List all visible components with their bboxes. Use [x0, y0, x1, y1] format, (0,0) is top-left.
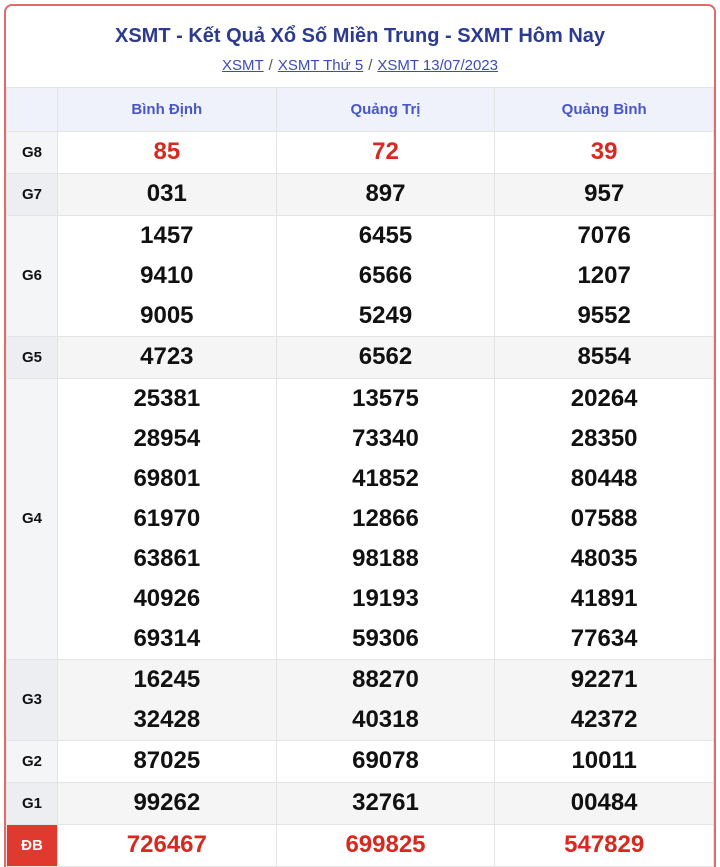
winning-number: 699825	[345, 831, 426, 858]
prize-label: G2	[7, 740, 58, 782]
winning-number: 6562	[358, 343, 413, 370]
winning-number: 88270	[352, 665, 419, 693]
winning-number: 957	[584, 180, 625, 207]
winning-number: 10011	[571, 747, 637, 774]
province-header-row	[7, 88, 714, 131]
prize-table-body	[7, 131, 714, 866]
winning-number: 13575	[352, 384, 419, 412]
header-corner-cell	[7, 88, 58, 131]
winning-number: 40926	[133, 584, 201, 612]
winning-number: 897	[365, 180, 406, 207]
prize-row-db	[7, 824, 714, 866]
prize-row-g6	[7, 215, 714, 336]
winning-number: 1457	[140, 221, 194, 249]
winning-number: 5249	[358, 301, 413, 329]
prize-cell	[58, 782, 277, 824]
province-header-quang-binh[interactable]: Quảng Bình	[495, 88, 714, 131]
prize-row-g8	[7, 131, 714, 173]
prize-cell	[276, 740, 495, 782]
prize-cell	[276, 782, 495, 824]
winning-number: 28350	[570, 424, 638, 452]
winning-number: 28954	[133, 424, 201, 452]
winning-number: 32428	[133, 705, 201, 733]
prize-cell	[276, 378, 495, 659]
winning-number: 9410	[140, 261, 194, 289]
winning-number: 1207	[577, 261, 631, 289]
winning-number: 41852	[352, 464, 419, 492]
winning-number: 16245	[133, 665, 201, 693]
prize-cell	[276, 131, 495, 173]
prize-row-g1	[7, 782, 714, 824]
winning-number: 4723	[140, 343, 194, 370]
prize-cell	[495, 824, 714, 866]
prize-row-g5	[7, 336, 714, 378]
winning-number: 726467	[126, 831, 207, 858]
prize-cell	[58, 659, 277, 740]
prize-label: G3	[7, 659, 58, 740]
winning-number: 8554	[577, 343, 631, 370]
prize-row-g2	[7, 740, 714, 782]
winning-number: 42372	[570, 705, 638, 733]
breadcrumb-separator: /	[368, 57, 373, 74]
winning-number: 031	[146, 180, 187, 207]
winning-number: 7076	[577, 221, 631, 249]
winning-number: 19193	[352, 584, 419, 612]
prize-cell	[276, 824, 495, 866]
winning-number: 69078	[352, 747, 419, 774]
winning-number: 07588	[570, 504, 638, 532]
winning-number: 9005	[140, 301, 194, 329]
winning-number: 69314	[133, 624, 201, 652]
prize-cell	[495, 131, 714, 173]
prize-row-g7	[7, 173, 714, 215]
prize-cell	[276, 173, 495, 215]
prize-cell	[495, 215, 714, 336]
prize-cell	[58, 378, 277, 659]
prize-label: ĐB	[7, 824, 58, 866]
prize-cell	[58, 131, 277, 173]
winning-number: 77634	[570, 624, 638, 652]
winning-number: 85	[153, 138, 181, 165]
prize-cell	[276, 659, 495, 740]
winning-number: 41891	[570, 584, 638, 612]
winning-number: 9552	[577, 301, 631, 329]
province-header-quang-tri[interactable]: Quảng Trị	[276, 88, 495, 131]
province-header-binh-dinh[interactable]: Bình Định	[58, 88, 277, 131]
prize-label: G5	[7, 336, 58, 378]
winning-number: 12866	[352, 504, 419, 532]
winning-number: 39	[590, 138, 618, 165]
prize-row-g3	[7, 659, 714, 740]
prize-label: G7	[7, 173, 58, 215]
winning-number: 92271	[570, 665, 638, 693]
prize-cell	[495, 659, 714, 740]
winning-number: 32761	[352, 789, 419, 816]
prize-row-g4	[7, 378, 714, 659]
prize-label: G1	[7, 782, 58, 824]
prize-cell	[495, 782, 714, 824]
prize-cell	[58, 824, 277, 866]
winning-number: 73340	[352, 424, 419, 452]
prize-cell	[58, 336, 277, 378]
prize-label: G8	[7, 131, 58, 173]
winning-number: 40318	[352, 705, 419, 733]
breadcrumb-date-link[interactable]: XSMT 13/07/2023	[377, 57, 498, 74]
prize-cell	[495, 378, 714, 659]
winning-number: 59306	[352, 624, 419, 652]
prize-cell	[276, 336, 495, 378]
winning-number: 61970	[133, 504, 201, 532]
prize-cell	[58, 740, 277, 782]
prize-cell	[58, 173, 277, 215]
page-title: XSMT - Kết Quả Xổ Số Miền Trung - SXMT Hôm Nay	[114, 25, 606, 47]
winning-number: 99262	[133, 789, 201, 816]
winning-number: 25381	[133, 384, 201, 412]
prize-cell	[276, 215, 495, 336]
winning-number: 00484	[570, 789, 638, 816]
winning-number: 98188	[352, 544, 419, 572]
winning-number: 80448	[570, 464, 638, 492]
results-table	[6, 88, 714, 867]
breadcrumb	[6, 56, 714, 76]
breadcrumb-xsmt-link[interactable]: XSMT	[221, 57, 264, 74]
winning-number: 6566	[358, 261, 413, 289]
breadcrumb-separator: /	[268, 57, 273, 74]
winning-number: 20264	[570, 384, 638, 412]
prize-cell	[495, 173, 714, 215]
prize-cell	[58, 215, 277, 336]
prize-cell	[495, 740, 714, 782]
winning-number: 87025	[133, 747, 201, 774]
winning-number: 63861	[133, 544, 201, 572]
breadcrumb-weekday-link[interactable]: XSMT Thứ 5	[277, 57, 364, 74]
winning-number: 6455	[358, 221, 413, 249]
winning-number: 547829	[564, 831, 645, 858]
winning-number: 69801	[133, 464, 201, 492]
results-header	[6, 6, 714, 88]
prize-label: G6	[7, 215, 58, 336]
prize-label: G4	[7, 378, 58, 659]
winning-number: 72	[372, 138, 399, 165]
prize-cell	[495, 336, 714, 378]
results-card	[4, 4, 716, 867]
winning-number: 48035	[570, 544, 638, 572]
